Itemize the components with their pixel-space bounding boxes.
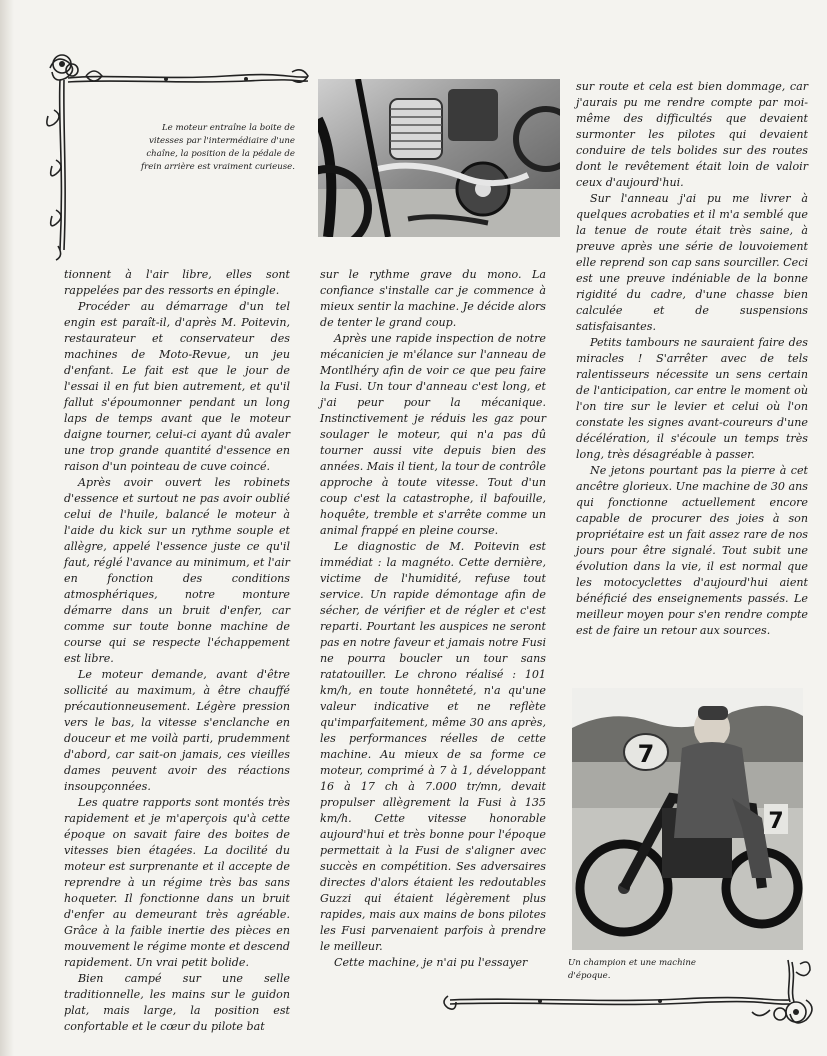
text-column-1	[64, 267, 290, 1035]
engine-photo-caption: Le moteur entraîne la boite de vitesses par l'intermédiaire d'une chaîne, la position de la pédale de frein arrière est vraiment curieuse.	[140, 123, 295, 172]
rider-photo	[572, 688, 803, 950]
paragraph: Après avoir ouvert les robinets d'essence et surtout ne pas avoir oublié celui de l'huile, balancé le moteur à l'aide du kick sur un rythme souple et allègre, appelé l'essence juste ce qu'il faut, réglé l'avance au minimum, et l'air en fonction des conditions atmosphériques, notre monture démarre dans un bruit d'enfer, car comme sur toute bonne machine de course qui se respecte l'échappement est libre.	[64, 476, 290, 665]
paragraph: Petits tambours ne sauraient faire des miracles ! S'arrêter avec de tels ralentisseurs nécessite un sens certain de l'anticipation, car entre le moment où l'on tire sur le levier et celui où l'on constate les signes avant-coureurs d'une décélération, il s'écoule un temps très long, très désagréable à passer.	[576, 336, 808, 461]
text-column-3	[576, 79, 808, 639]
paragraph: sur route et cela est bien dommage, car j'aurais pu me rendre compte par moi-même des difficultés que devaient surmonter les pilotes qui devaient conduire de tels bolides sur des routes dont le revêtement était loin de valoir ceux d'aujourd'hui.	[576, 80, 808, 189]
paragraph: Les quatre rapports sont montés très rapidement et je m'aperçois qu'à cette époque on savait faire des boites de vitesses bien étagées. La docilité du moteur est surprenante et il accepte de reprendre à un régime très bas sans hoqueter. Il fonctionne dans un bruit d'enfer au demeurant très agréable. Grâce à la faible inertie des pièces en mouvement le régime monte et descend rapidement. Un vrai petit bolide.	[64, 796, 290, 969]
text-column-2	[320, 267, 546, 971]
paragraph: Cette machine, je n'ai pu l'essayer	[334, 956, 528, 969]
engine-photo	[318, 79, 560, 237]
paragraph: Procéder au démarrage d'un tel engin est paraît-il, d'après M. Poitevin, restaurateur et conservateur des machines de Moto-Revue, un jeu d'enfant. Le fait est que le jour de l'essai il en fut bien autrement, et qu'il fallut s'époumonner pendant un long laps de temps avant que le moteur daigne tourner, celui-ci ayant dû avaler une trop grande quantité d'essence en raison d'un pointeau de cuve coincé.	[64, 300, 290, 473]
race-number-front: 7	[637, 740, 655, 768]
paragraph: Ne jetons pourtant pas la pierre à cet ancêtre glorieux. Une machine de 30 ans qui fonctionne actuellement encore capable de procurer des joies à son propriétaire est un fait assez rare de nos jours pour être signalé. Tout subit une évolution dans la vie, il est normal que les motocyclettes d'aujourd'hui aient bénéficié des enseignements passés. Le meilleur moyen pour s'en rendre compte est de faire un retour aux sources.	[576, 464, 808, 637]
paragraph: Le diagnostic de M. Poitevin est immédiat : la magnéto. Cette dernière, victime de l'humidité, refuse tout service. Un rapide démontage afin de sécher, de vérifier et de régler et c'est reparti. Pourtant les auspices ne seront pas en notre faveur et jamais notre Fusi ne pourra boucler un tour sans ratatouiller. Le chrono réalisé : 101 km/h, en toute honnêteté, n'a qu'une valeur indicative et ne reflète qu'imparfaitement, même 30 ans après, les performances réelles de cette machine. Au mieux de sa forme ce moteur, comprimé à 7 à 1, développant 16 à 17 ch à 7.000 tr/mn, devait propulser allègrement la Fusi à 135 km/h. Cette vitesse honorable aujourd'hui et très bonne pour l'époque permettait à la Fusi de s'aligner avec succès en compétition. Ses adversaires directes d'alors étaient les redoutables Guzzi qui étaient légèrement plus rapides, mais aux mains de bons pilotes les Fusi parvenaient parfois à prendre le meilleur.	[320, 540, 546, 953]
rider-photo-caption: Un champion et une machine d'époque.	[568, 958, 696, 981]
page-spine-shadow	[0, 0, 14, 1056]
paragraph: sur le rythme grave du mono. La confiance s'installe car je commence à mieux sentir la machine. Je décide alors de tenter le grand coup.	[320, 268, 546, 329]
paragraph: Sur l'anneau j'ai pu me livrer à quelques acrobaties et il m'a semblé que la tenue de route était très saine, à preuve après une série de louvoiement elle reprend son cap sans sourciller. Ceci est une preuve indéniable de la bonne rigidité du cadre, d'une chasse bien calculée et de suspensions satisfaisantes.	[576, 192, 808, 333]
paragraph: Après une rapide inspection de notre mécanicien je m'élance sur l'anneau de Montlhéry afin de voir ce que peu faire la Fusi. Un tour d'anneau c'est long, et j'ai peur pour la mécanique. Instinctivement je réduis les gaz pour soulager le moteur, qui n'a pas dû tourner aussi vite depuis bien des années. Mais il tient, la tour de contrôle approche à toute vitesse. Tout d'un coup c'est la catastrophe, il bafouille, hoquête, tremble et s'arrête comme un animal frappé en pleine course.	[320, 332, 546, 537]
paragraph: Le moteur demande, avant d'être sollicité au maximum, à être chauffé précautionneusement. Légère pression vers le bas, la vitesse s'enclanche en douceur et me voilà parti, prudemment d'abord, car sait-on jamais, ces vieilles dames peuvent avoir des réactions insoupçonnées.	[64, 668, 290, 793]
paragraph: Bien campé sur une selle traditionnelle, les mains sur le guidon plat, mais large, la position est confortable et le cœur du pilote bat	[64, 972, 290, 1033]
paragraph: tionnent à l'air libre, elles sont rappelées par des ressorts en épingle.	[64, 268, 290, 297]
race-number-side: 7	[768, 809, 784, 834]
